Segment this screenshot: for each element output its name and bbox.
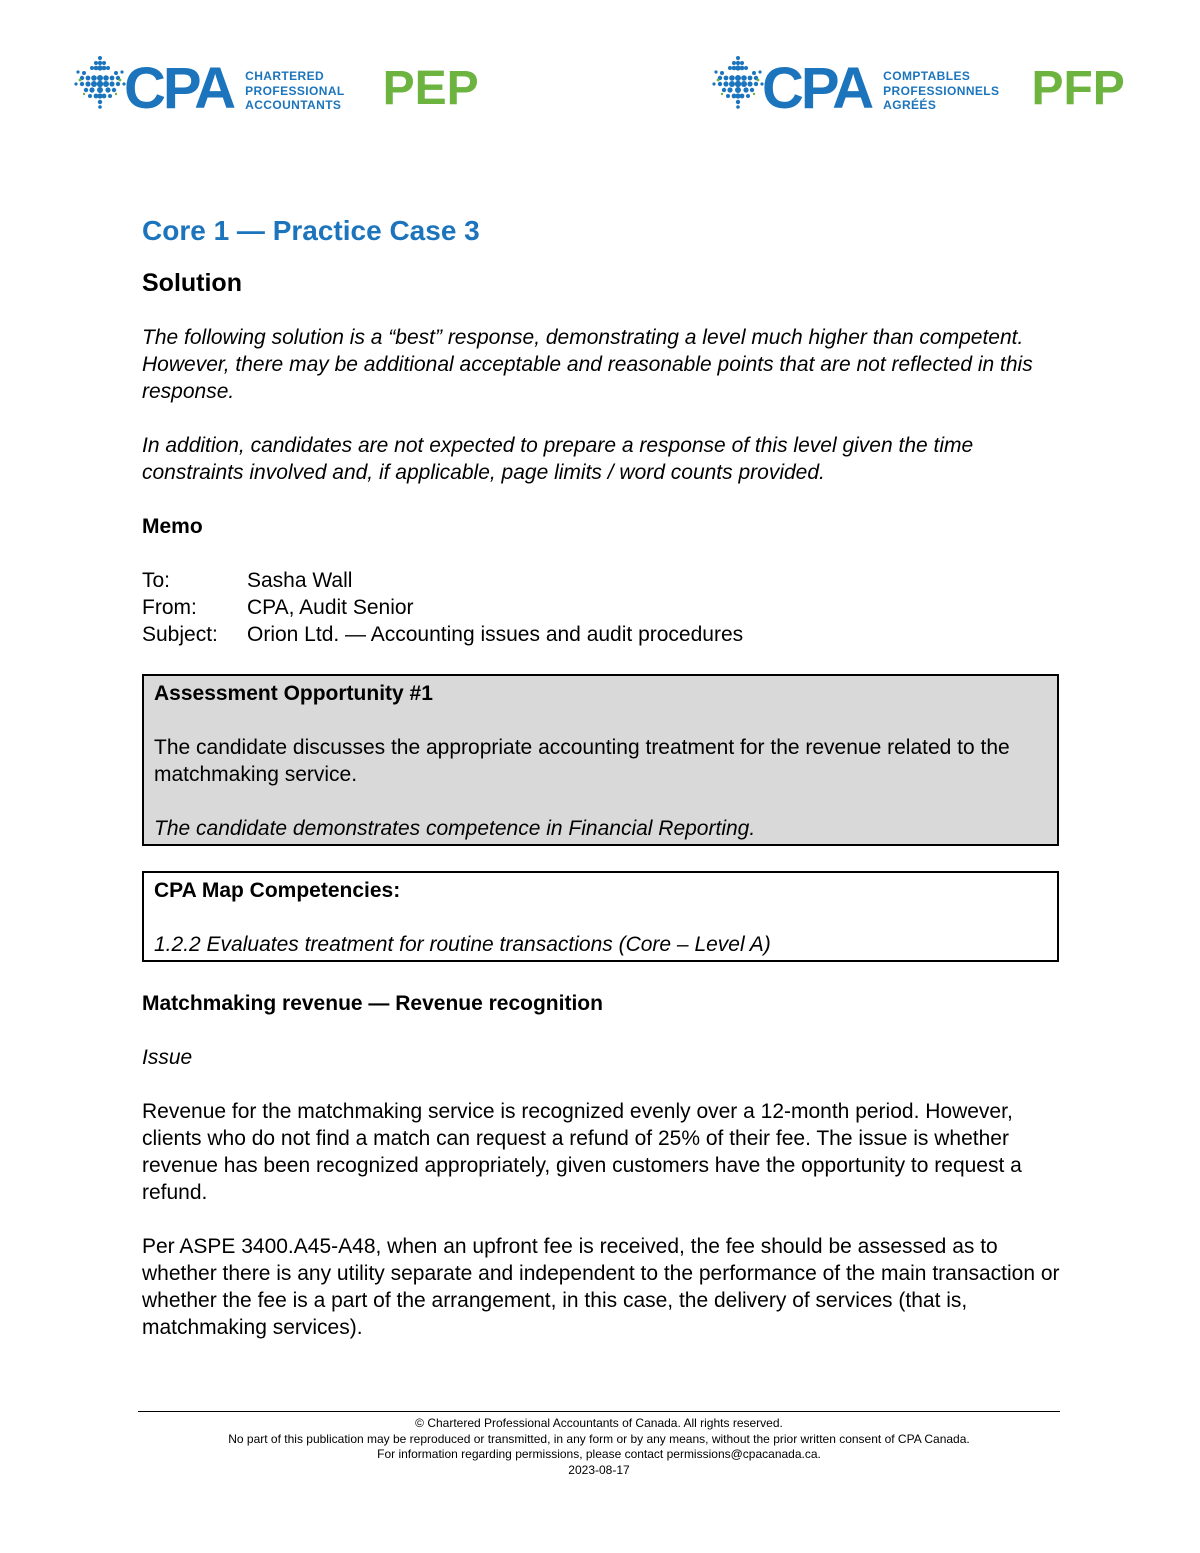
page-footer: [138, 1411, 1060, 1478]
section-heading: Solution: [142, 269, 242, 297]
memo-value: Sasha Wall: [247, 569, 353, 592]
assessment-opportunity-box: [142, 674, 1059, 846]
page-title: Core 1 — Practice Case 3: [142, 215, 480, 246]
permissions-notice: For information regarding permissions, please contact permissions@cpacanada.ca.: [377, 1447, 821, 1461]
logo-tagline: COMPTABLES PROFESSIONNELS AGRÉÉS: [883, 69, 1000, 113]
cpa-map-competencies-box: [142, 871, 1059, 962]
memo-label: From:: [142, 596, 197, 619]
logo-tagline: CHARTERED PROFESSIONAL ACCOUNTANTS: [245, 69, 345, 113]
issue-label: Issue: [142, 1046, 193, 1069]
program-label: PFP: [1031, 62, 1125, 115]
competency-item: 1.2.2 Evaluates treatment for routine transactions (Core – Level A): [154, 933, 771, 956]
competencies-title: CPA Map Competencies:: [154, 879, 401, 902]
subheading: Matchmaking revenue — Revenue recognition: [142, 992, 603, 1015]
body-paragraph: Per ASPE 3400.A45-A48, when an upfront fee is received, the fee should be assessed as to whether there is any utility separate and independent to the performance of the main transaction or whether the fee is a part of the arrangement, in this case, the delivery of services (that is, matchmaking services).: [142, 1235, 1060, 1339]
cpa-wordmark: CPA: [124, 56, 234, 121]
intro-paragraph: In addition, candidates are not expected to prepare a response of this level given the time constraints involved and, if applicable, page limits / word counts provided.: [142, 434, 974, 484]
maple-leaf-icon: [72, 54, 128, 116]
memo-row: [142, 594, 743, 621]
assessment-body: The candidate discusses the appropriate accounting treatment for the revenue related to the matchmaking service.: [154, 736, 1010, 786]
memo-header-table: [142, 567, 743, 648]
body-paragraph: Revenue for the matchmaking service is recognized evenly over a 12-month period. However, clients who do not find a match can request a refund of 25% of their fee. The issue is whether revenue has been recognized appropriately, given customers have the opportunity to request a refund.: [142, 1100, 1022, 1204]
memo-value: CPA, Audit Senior: [247, 596, 414, 619]
publication-date: 2023-08-17: [568, 1462, 630, 1477]
reproduction-notice: No part of this publication may be reproduced or transmitted, in any form or by any means, without the prior written consent of CPA Canada.: [228, 1431, 970, 1446]
program-label: PEP: [382, 62, 479, 115]
memo-row: [142, 621, 743, 648]
memo-label: Subject:: [142, 623, 218, 646]
cpa-pfp-logo: [710, 52, 1125, 121]
memo-row: [142, 567, 743, 594]
intro-paragraph: The following solution is a “best” response, demonstrating a level much higher than competent. However, there may be additional acceptable and reasonable points that are not reflected in this response.: [142, 326, 1033, 403]
copyright-line: © Chartered Professional Accountants of Canada. All rights reserved.: [415, 1416, 783, 1430]
memo-label: To:: [142, 569, 171, 592]
memo-heading: Memo: [142, 515, 203, 538]
maple-leaf-icon: [710, 54, 766, 116]
cpa-wordmark: CPA: [762, 56, 872, 121]
cpa-pep-logo: [72, 52, 479, 121]
assessment-competence: The candidate demonstrates competence in Financial Reporting.: [154, 817, 756, 840]
assessment-title: Assessment Opportunity #1: [154, 682, 433, 705]
memo-value: Orion Ltd. — Accounting issues and audit procedures: [247, 623, 744, 646]
document-body: [142, 214, 1062, 1341]
